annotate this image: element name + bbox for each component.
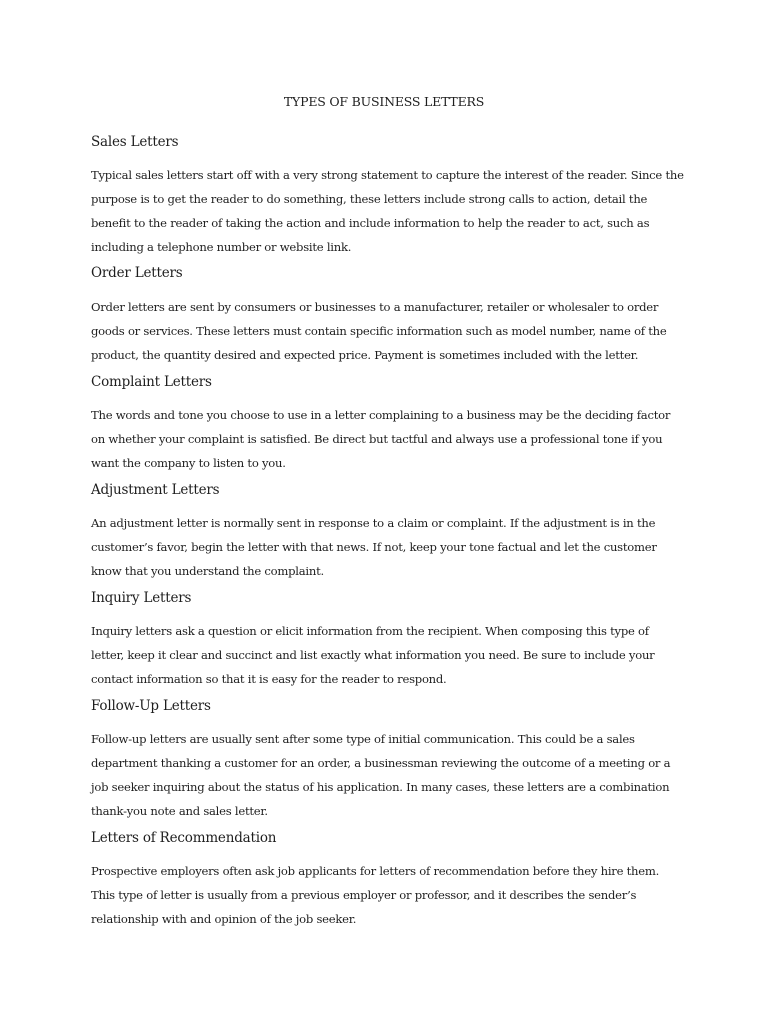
paragraph-line: on whether your complaint is satisfied. Be direct but tactful and always use a professional tone if you xyxy=(91,432,663,446)
paragraph-line: product, the quantity desired and expected price. Payment is sometimes included with the letter. xyxy=(91,348,639,362)
paragraph-line: contact information so that it is easy for the reader to respond. xyxy=(91,672,447,686)
paragraph-line: including a telephone number or website link. xyxy=(91,240,352,254)
section-paragraph-complaint-letters xyxy=(91,403,701,475)
paragraph-line: Follow-up letters are usually sent after some type of initial communication. This could be a sales xyxy=(91,732,635,746)
section-paragraph-order-letters xyxy=(91,295,701,367)
paragraph-line: department thanking a customer for an order, a businessman reviewing the outcome of a meeting or a xyxy=(91,756,671,770)
paragraph-line: purpose is to get the reader to do something, these letters include strong calls to action, detail the xyxy=(91,192,648,206)
section-paragraph-sales-letters xyxy=(91,163,701,259)
document-title: TYPES OF BUSINESS LETTERS xyxy=(283,94,485,109)
section-paragraph-follow-up-letters xyxy=(91,727,701,823)
paragraph-line: Prospective employers often ask job applicants for letters of recommendation before they hire them. xyxy=(91,864,660,878)
section-heading-follow-up-letters: Follow-Up Letters xyxy=(91,698,211,714)
paragraph-line: know that you understand the complaint. xyxy=(91,564,324,578)
section-paragraph-letters-of-recommendation xyxy=(91,859,701,931)
paragraph-line: relationship with and opinion of the job seeker. xyxy=(91,912,357,926)
paragraph-line: want the company to listen to you. xyxy=(91,456,286,470)
paragraph-line: job seeker inquiring about the status of his application. In many cases, these letters are a combination xyxy=(91,780,670,794)
paragraph-line: This type of letter is usually from a previous employer or professor, and it describes the sender’s xyxy=(91,888,637,902)
section-paragraph-inquiry-letters xyxy=(91,619,701,691)
paragraph-line: The words and tone you choose to use in a letter complaining to a business may be the deciding factor xyxy=(91,408,671,422)
paragraph-line: thank-you note and sales letter. xyxy=(91,804,268,818)
section-paragraph-adjustment-letters xyxy=(91,511,701,583)
section-heading-complaint-letters: Complaint Letters xyxy=(91,374,212,390)
paragraph-line: Order letters are sent by consumers or businesses to a manufacturer, retailer or wholesaler to order xyxy=(91,300,659,314)
paragraph-line: Inquiry letters ask a question or elicit information from the recipient. When composing this type of xyxy=(91,624,649,638)
section-heading-adjustment-letters: Adjustment Letters xyxy=(91,482,220,498)
section-heading-inquiry-letters: Inquiry Letters xyxy=(91,590,192,606)
section-heading-order-letters: Order Letters xyxy=(91,265,183,281)
paragraph-line: letter, keep it clear and succinct and list exactly what information you need. Be sure to include your xyxy=(91,648,655,662)
paragraph-line: An adjustment letter is normally sent in response to a claim or complaint. If the adjustment is in the xyxy=(91,516,656,530)
section-heading-letters-of-recommendation: Letters of Recommendation xyxy=(91,830,277,846)
paragraph-line: benefit to the reader of taking the action and include information to help the reader to act, such as xyxy=(91,216,650,230)
paragraph-line: Typical sales letters start off with a very strong statement to capture the interest of the reader. Since the xyxy=(91,168,684,182)
paragraph-line: customer’s favor, begin the letter with that news. If not, keep your tone factual and let the customer xyxy=(91,540,657,554)
section-heading-sales-letters: Sales Letters xyxy=(91,134,179,150)
paragraph-line: goods or services. These letters must contain specific information such as model number, name of the xyxy=(91,324,667,338)
